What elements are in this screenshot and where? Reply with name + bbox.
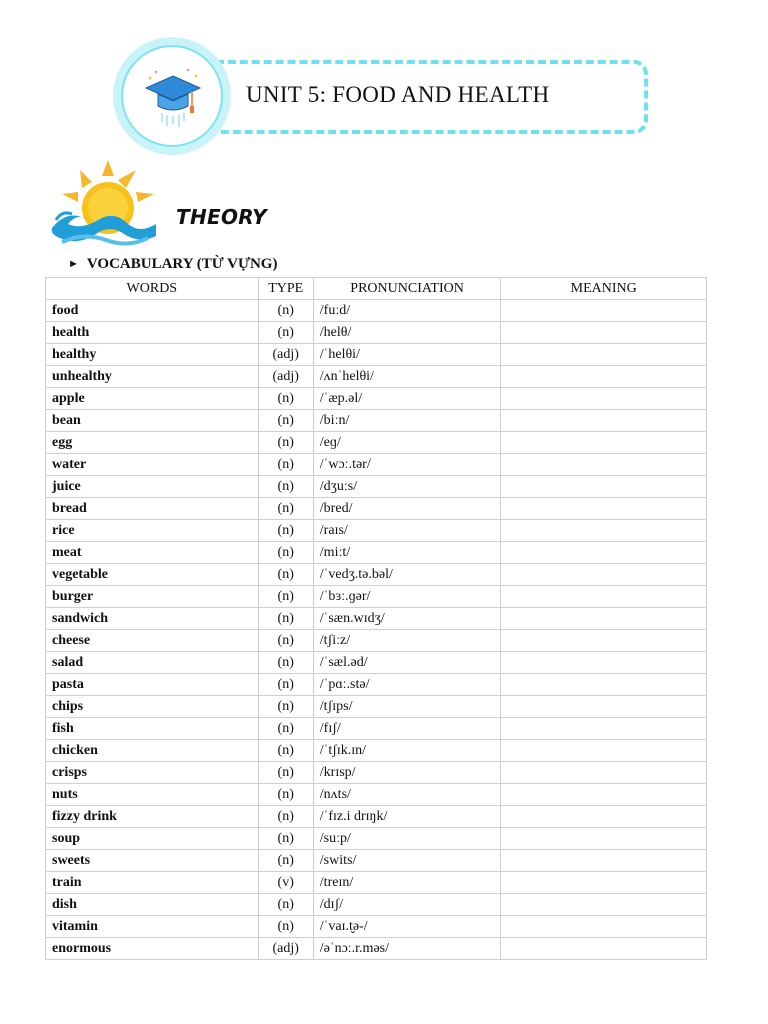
word-cell: vitamin: [46, 916, 259, 938]
type-cell: (n): [258, 542, 313, 564]
word-cell: burger: [46, 586, 259, 608]
type-cell: (n): [258, 322, 313, 344]
header-pronunciation: PRONUNCIATION: [313, 278, 501, 300]
table-row: [46, 564, 707, 586]
graduation-cap-icon: [142, 66, 204, 128]
type-cell: (n): [258, 608, 313, 630]
pronunciation-cell: /ˈvedʒ.tə.bəl/: [313, 564, 501, 586]
word-cell: sandwich: [46, 608, 259, 630]
meaning-cell: [501, 762, 707, 784]
table-row: [46, 586, 707, 608]
word-cell: bread: [46, 498, 259, 520]
table-row: [46, 652, 707, 674]
pronunciation-cell: /ˈsæn.wɪdʒ/: [313, 608, 501, 630]
type-cell: (n): [258, 432, 313, 454]
type-cell: (n): [258, 454, 313, 476]
word-cell: vegetable: [46, 564, 259, 586]
meaning-cell: [501, 322, 707, 344]
pronunciation-cell: /fɪʃ/: [313, 718, 501, 740]
type-cell: (n): [258, 652, 313, 674]
pronunciation-cell: /dɪʃ/: [313, 894, 501, 916]
type-cell: (n): [258, 520, 313, 542]
pronunciation-cell: /ʌnˈhelθi/: [313, 366, 501, 388]
type-cell: (n): [258, 828, 313, 850]
table-row: [46, 718, 707, 740]
table-row: [46, 740, 707, 762]
type-cell: (n): [258, 740, 313, 762]
word-cell: meat: [46, 542, 259, 564]
word-cell: food: [46, 300, 259, 322]
vocabulary-table: [45, 277, 707, 960]
table-row: [46, 410, 707, 432]
table-row: [46, 762, 707, 784]
type-cell: (adj): [258, 366, 313, 388]
pronunciation-cell: /ˈsæl.əd/: [313, 652, 501, 674]
type-cell: (n): [258, 696, 313, 718]
word-cell: pasta: [46, 674, 259, 696]
meaning-cell: [501, 388, 707, 410]
meaning-cell: [501, 740, 707, 762]
meaning-cell: [501, 674, 707, 696]
meaning-cell: [501, 454, 707, 476]
table-row: [46, 938, 707, 960]
section-title: THEORY: [176, 205, 267, 229]
type-cell: (n): [258, 476, 313, 498]
word-cell: cheese: [46, 630, 259, 652]
pronunciation-cell: /ˈvaɪ.t̬ə-/: [313, 916, 501, 938]
table-row: [46, 674, 707, 696]
bullet-arrow-icon: ►: [68, 258, 79, 270]
vocabulary-heading: [68, 256, 277, 273]
type-cell: (n): [258, 916, 313, 938]
table-row: [46, 454, 707, 476]
type-cell: (n): [258, 586, 313, 608]
word-cell: dish: [46, 894, 259, 916]
type-cell: (n): [258, 784, 313, 806]
meaning-cell: [501, 432, 707, 454]
table-row: [46, 498, 707, 520]
meaning-cell: [501, 850, 707, 872]
header-meaning: MEANING: [501, 278, 707, 300]
meaning-cell: [501, 498, 707, 520]
pronunciation-cell: /ˈbɜː.ɡər/: [313, 586, 501, 608]
meaning-cell: [501, 806, 707, 828]
table-row: [46, 322, 707, 344]
meaning-cell: [501, 476, 707, 498]
word-cell: healthy: [46, 344, 259, 366]
meaning-cell: [501, 696, 707, 718]
pronunciation-cell: /nʌts/: [313, 784, 501, 806]
pronunciation-cell: /eɡ/: [313, 432, 501, 454]
type-cell: (n): [258, 564, 313, 586]
pronunciation-cell: /ˈtʃɪk.ɪn/: [313, 740, 501, 762]
type-cell: (adj): [258, 938, 313, 960]
table-row: [46, 872, 707, 894]
word-cell: apple: [46, 388, 259, 410]
pronunciation-cell: /treɪn/: [313, 872, 501, 894]
type-cell: (n): [258, 410, 313, 432]
table-row: [46, 520, 707, 542]
word-cell: juice: [46, 476, 259, 498]
word-cell: soup: [46, 828, 259, 850]
header-type: TYPE: [258, 278, 313, 300]
word-cell: water: [46, 454, 259, 476]
word-cell: rice: [46, 520, 259, 542]
meaning-cell: [501, 894, 707, 916]
table-row: [46, 916, 707, 938]
table-row: [46, 608, 707, 630]
header-words: WORDS: [46, 278, 259, 300]
word-cell: chips: [46, 696, 259, 718]
table-row: [46, 806, 707, 828]
word-cell: fish: [46, 718, 259, 740]
type-cell: (n): [258, 674, 313, 696]
word-cell: fizzy drink: [46, 806, 259, 828]
table-row: [46, 894, 707, 916]
type-cell: (adj): [258, 344, 313, 366]
meaning-cell: [501, 938, 707, 960]
pronunciation-cell: /krɪsp/: [313, 762, 501, 784]
pronunciation-cell: /tʃiːz/: [313, 630, 501, 652]
meaning-cell: [501, 828, 707, 850]
table-row: [46, 828, 707, 850]
word-cell: bean: [46, 410, 259, 432]
type-cell: (n): [258, 498, 313, 520]
table-row: [46, 542, 707, 564]
page-title: UNIT 5: FOOD AND HEALTH: [246, 82, 550, 107]
type-cell: (n): [258, 894, 313, 916]
table-header-row: [46, 278, 707, 300]
meaning-cell: [501, 344, 707, 366]
pronunciation-cell: /ˈhelθi/: [313, 344, 501, 366]
type-cell: (v): [258, 872, 313, 894]
meaning-cell: [501, 520, 707, 542]
meaning-cell: [501, 300, 707, 322]
table-row: [46, 850, 707, 872]
word-cell: chicken: [46, 740, 259, 762]
type-cell: (n): [258, 762, 313, 784]
meaning-cell: [501, 652, 707, 674]
pronunciation-cell: /fuːd/: [313, 300, 501, 322]
meaning-cell: [501, 630, 707, 652]
table-row: [46, 432, 707, 454]
meaning-cell: [501, 366, 707, 388]
word-cell: train: [46, 872, 259, 894]
vocabulary-heading-text: VOCABULARY (TỪ VỰNG): [86, 256, 278, 272]
type-cell: (n): [258, 630, 313, 652]
pronunciation-cell: /ˈwɔː.tər/: [313, 454, 501, 476]
pronunciation-cell: /tʃɪps/: [313, 696, 501, 718]
pronunciation-cell: /swits/: [313, 850, 501, 872]
meaning-cell: [501, 542, 707, 564]
table-row: [46, 300, 707, 322]
pronunciation-cell: /helθ/: [313, 322, 501, 344]
word-cell: salad: [46, 652, 259, 674]
type-cell: (n): [258, 718, 313, 740]
pronunciation-cell: /suːp/: [313, 828, 501, 850]
pronunciation-cell: /əˈnɔː.r.məs/: [313, 938, 501, 960]
word-cell: health: [46, 322, 259, 344]
table-row: [46, 696, 707, 718]
word-cell: nuts: [46, 784, 259, 806]
pronunciation-cell: /dʒuːs/: [313, 476, 501, 498]
word-cell: egg: [46, 432, 259, 454]
meaning-cell: [501, 608, 707, 630]
word-cell: enormous: [46, 938, 259, 960]
type-cell: (n): [258, 850, 313, 872]
meaning-cell: [501, 784, 707, 806]
meaning-cell: [501, 564, 707, 586]
pronunciation-cell: /bred/: [313, 498, 501, 520]
table-row: [46, 366, 707, 388]
word-cell: crisps: [46, 762, 259, 784]
meaning-cell: [501, 872, 707, 894]
pronunciation-cell: /miːt/: [313, 542, 501, 564]
meaning-cell: [501, 916, 707, 938]
pronunciation-cell: /biːn/: [313, 410, 501, 432]
meaning-cell: [501, 586, 707, 608]
pronunciation-cell: /ˈpɑː.stə/: [313, 674, 501, 696]
word-cell: unhealthy: [46, 366, 259, 388]
table-row: [46, 784, 707, 806]
table-row: [46, 344, 707, 366]
meaning-cell: [501, 718, 707, 740]
type-cell: (n): [258, 300, 313, 322]
meaning-cell: [501, 410, 707, 432]
pronunciation-cell: /ˈæp.əl/: [313, 388, 501, 410]
sun-icon: [48, 158, 163, 250]
pronunciation-cell: /ˈfɪz.i drɪŋk/: [313, 806, 501, 828]
pronunciation-cell: /raɪs/: [313, 520, 501, 542]
vocabulary-table-body: [46, 300, 707, 960]
word-cell: sweets: [46, 850, 259, 872]
type-cell: (n): [258, 806, 313, 828]
type-cell: (n): [258, 388, 313, 410]
table-row: [46, 476, 707, 498]
table-row: [46, 630, 707, 652]
table-row: [46, 388, 707, 410]
